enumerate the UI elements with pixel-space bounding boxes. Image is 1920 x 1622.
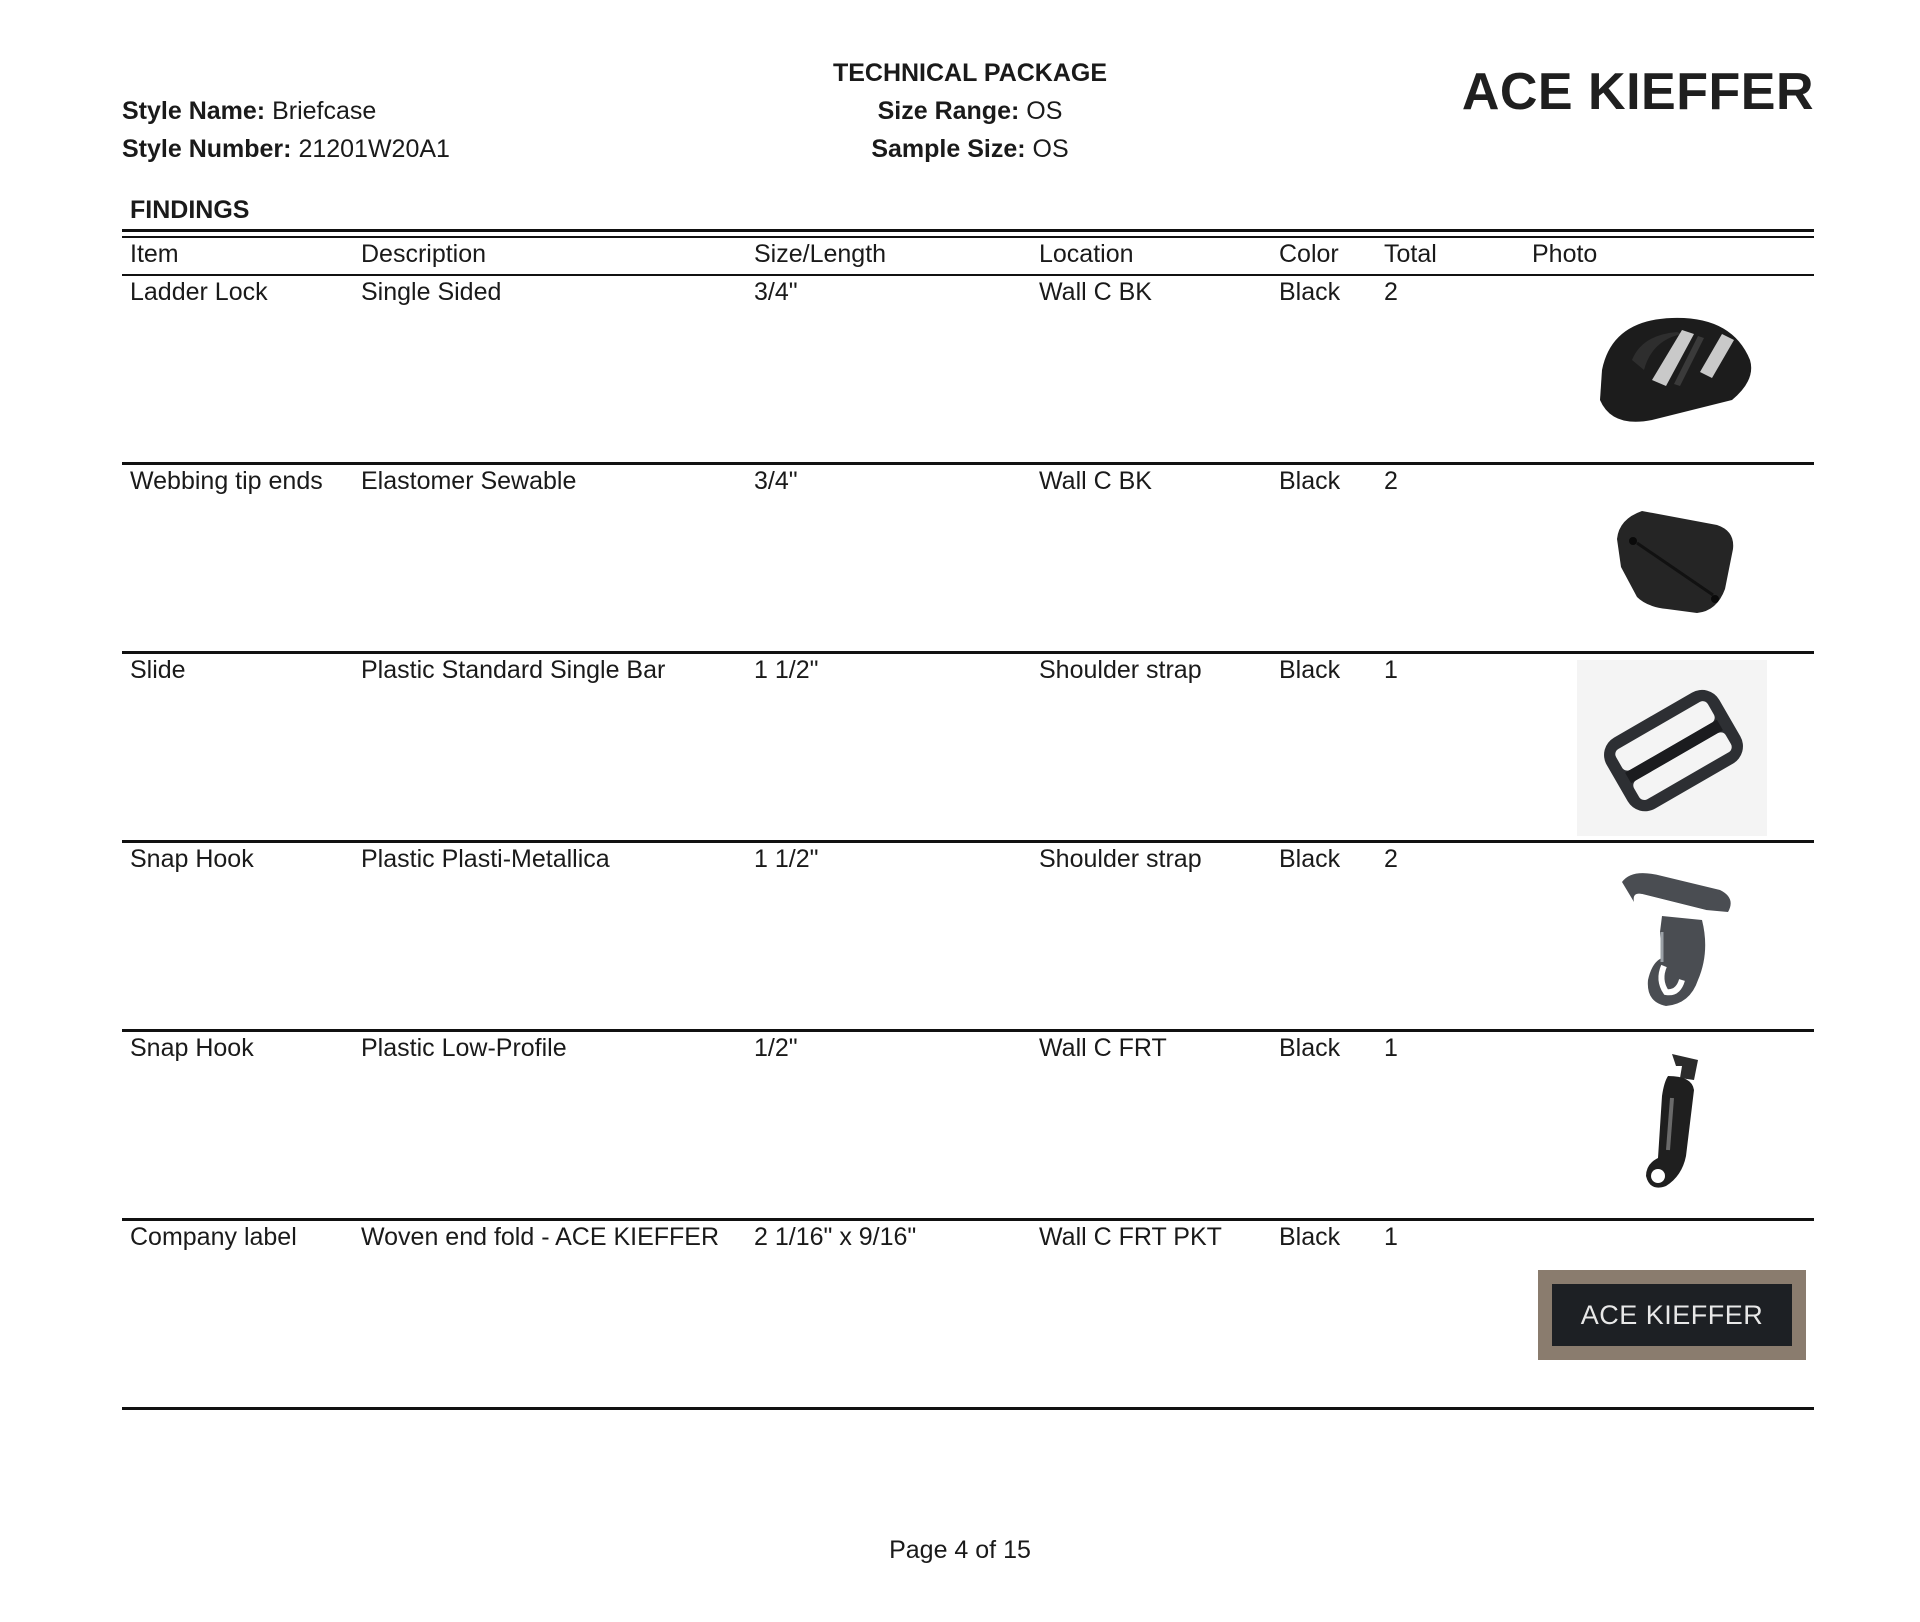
slide-photo bbox=[1534, 662, 1810, 834]
tech-pack-info bbox=[760, 54, 1180, 168]
findings-table bbox=[122, 238, 1814, 1410]
size-range-line: Size Range: OS bbox=[877, 97, 1063, 125]
snap-hook-photo bbox=[1534, 851, 1810, 1023]
style-name-line: Style Name: Briefcase bbox=[122, 97, 377, 125]
brand-logo: ACE KIEFFER bbox=[1461, 63, 1814, 121]
table-row: Snap Hook Plastic Low-Profile 1/2" Wall C FRT Black 1 bbox=[122, 1032, 1814, 1221]
style-info bbox=[122, 92, 450, 168]
col-size: Size/Length bbox=[754, 240, 887, 268]
style-name-value: Briefcase bbox=[272, 97, 377, 125]
woven-label-text: ACE KIEFFER bbox=[1552, 1284, 1792, 1346]
webbing-tip-photo bbox=[1534, 473, 1810, 645]
table-row: Slide Plastic Standard Single Bar 1 1/2" Shoulder strap Black 1 bbox=[122, 654, 1814, 843]
sample-size-line: Sample Size: OS bbox=[871, 135, 1069, 163]
col-color: Color bbox=[1279, 240, 1339, 268]
table-row: Company label Woven end fold - ACE KIEFFER 2 1/16" x 9/16" Wall C FRT PKT Black 1 ACE KIEFFER bbox=[122, 1221, 1814, 1410]
col-item: Item bbox=[130, 240, 179, 268]
snap-hook-low-profile-photo bbox=[1534, 1040, 1810, 1212]
table-header bbox=[122, 238, 1814, 276]
section-title: FINDINGS bbox=[130, 196, 250, 224]
col-location: Location bbox=[1039, 240, 1134, 268]
doc-title: TECHNICAL PACKAGE bbox=[832, 59, 1108, 87]
table-row: Ladder Lock Single Sided 3/4" Wall C BK Black 2 bbox=[122, 276, 1814, 465]
col-total: Total bbox=[1384, 240, 1437, 268]
table-row: Webbing tip ends Elastomer Sewable 3/4" Wall C BK Black 2 bbox=[122, 465, 1814, 654]
divider bbox=[122, 229, 1814, 232]
col-description: Description bbox=[361, 240, 487, 268]
ladder-lock-photo bbox=[1534, 284, 1810, 456]
col-photo: Photo bbox=[1532, 240, 1598, 268]
table-row: Snap Hook Plastic Plasti-Metallica 1 1/2" Shoulder strap Black 2 bbox=[122, 843, 1814, 1032]
style-number-line: Style Number: 21201W20A1 bbox=[122, 135, 450, 163]
page-number: Page 4 of 15 bbox=[889, 1536, 1031, 1564]
company-label-photo bbox=[1534, 1229, 1810, 1401]
style-number-value: 21201W20A1 bbox=[298, 135, 450, 163]
